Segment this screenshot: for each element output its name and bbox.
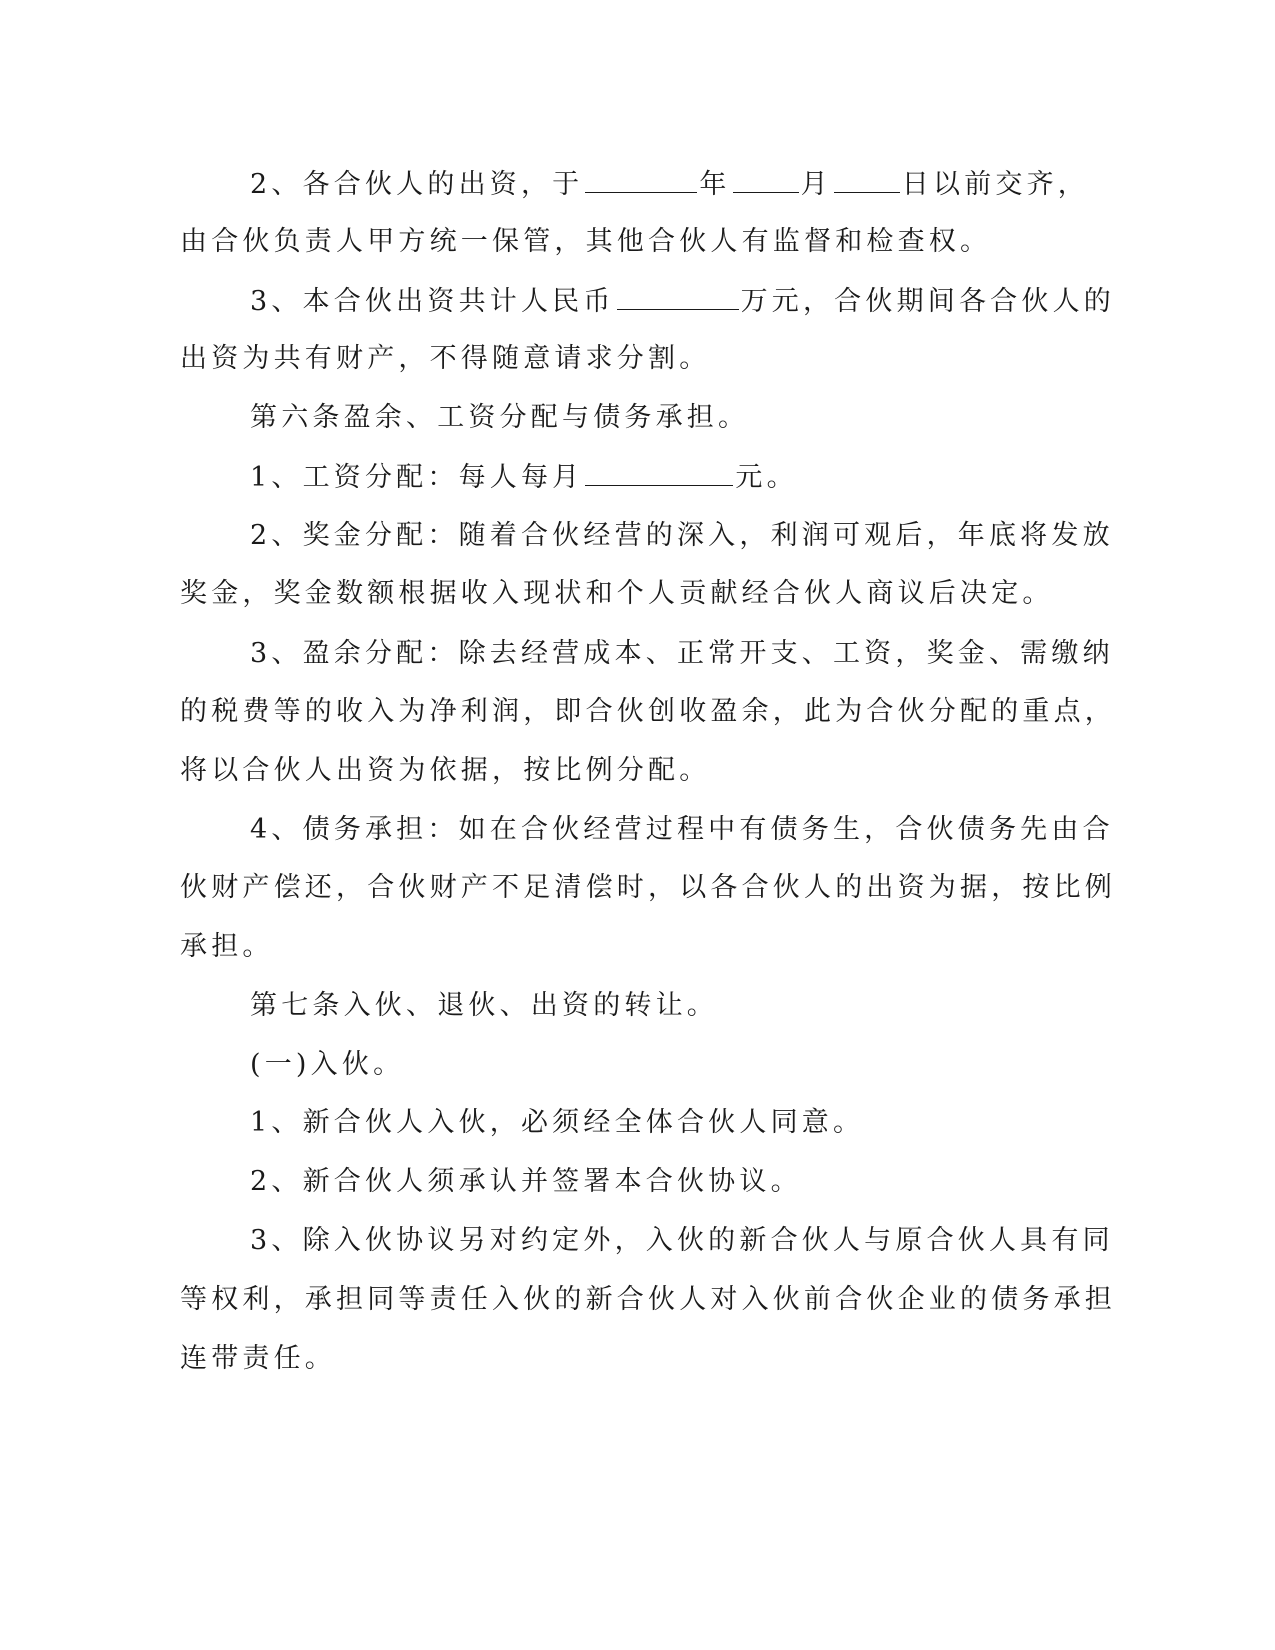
- text-segment: 年: [699, 169, 731, 200]
- subsection-heading: (一)入伙。: [250, 1049, 405, 1080]
- fill-in-blank-month: [733, 166, 799, 193]
- paragraph-line: 2、奖金分配：随着合伙经营的深入，利润可观后，年底将发放: [250, 520, 1114, 551]
- text-segment: 3、本合伙出资共计人民币: [250, 286, 615, 317]
- paragraph-line: 3、除入伙协议另对约定外，入伙的新合伙人与原合伙人具有同: [250, 1225, 1114, 1256]
- fill-in-blank-day: [834, 166, 900, 193]
- paragraph-line: 由合伙负责人甲方统一保管，其他合伙人有监督和检查权。: [180, 226, 992, 257]
- text-segment: 万元，合伙期间各合伙人的: [740, 286, 1115, 317]
- section-heading: 第六条盈余、工资分配与债务承担。: [250, 402, 750, 433]
- paragraph-line: 4、债务承担：如在合伙经营过程中有债务生，合伙债务先由合: [250, 814, 1114, 845]
- text-segment: 月: [800, 169, 832, 200]
- text-segment: 1、工资分配：每人每月: [250, 462, 584, 493]
- paragraph-line: 的税费等的收入为净利润，即合伙创收盈余，此为合伙分配的重点，: [180, 696, 1116, 727]
- paragraph-line: [250, 283, 1115, 320]
- paragraph-line: 出资为共有财产，不得随意请求分割。: [180, 343, 711, 374]
- paragraph-line: 连带责任。: [180, 1343, 336, 1374]
- text-segment: 2、各合伙人的出资，于: [250, 169, 584, 200]
- paragraph-line: 奖金，奖金数额根据收入现状和个人贡献经合伙人商议后决定。: [180, 578, 1054, 609]
- paragraph-line: 2、新合伙人须承认并签署本合伙协议。: [250, 1166, 802, 1197]
- fill-in-blank-amount: [617, 283, 739, 310]
- paragraph-line: [250, 459, 798, 496]
- text-segment: 日以前交齐，: [901, 169, 1089, 200]
- paragraph-line: 伙财产偿还，合伙财产不足清偿时，以各合伙人的出资为据，按比例: [180, 872, 1116, 903]
- paragraph-line: 承担。: [180, 931, 274, 962]
- paragraph-line: 等权利，承担同等责任入伙的新合伙人对入伙前合伙企业的债务承担: [180, 1284, 1116, 1315]
- paragraph-line: 1、新合伙人入伙，必须经全体合伙人同意。: [250, 1107, 865, 1138]
- text-segment: 元。: [735, 462, 798, 493]
- fill-in-blank-salary: [585, 459, 733, 486]
- fill-in-blank-year: [585, 166, 697, 193]
- section-heading: 第七条入伙、退伙、出资的转让。: [250, 990, 718, 1021]
- paragraph-line: 3、盈余分配：除去经营成本、正常开支、工资，奖金、需缴纳: [250, 638, 1114, 669]
- paragraph-line: 将以合伙人出资为依据，按比例分配。: [180, 755, 711, 786]
- paragraph-line: [250, 166, 1089, 203]
